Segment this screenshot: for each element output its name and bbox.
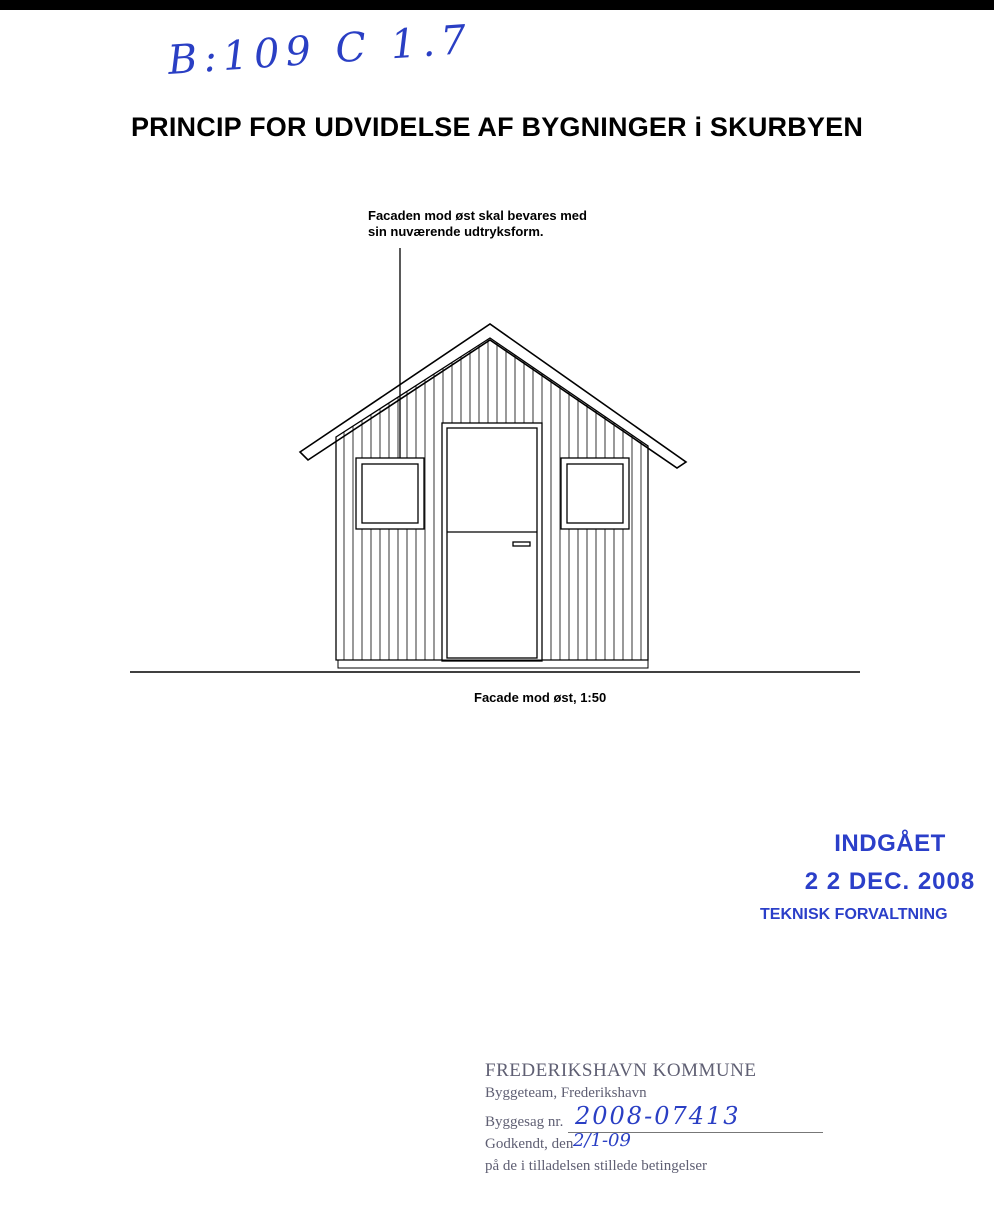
approval-stamp [485, 1060, 865, 1180]
approval-sag-row [485, 1102, 865, 1136]
received-stamp [740, 830, 994, 924]
approval-team: Byggeteam, Frederikshavn [485, 1085, 647, 1101]
stamp-line-3: TEKNISK FORVALTNING [760, 906, 948, 923]
annotation-line-1: Facaden mod øst skal bevares med [368, 208, 587, 223]
approval-sag-label: Byggesag nr. [485, 1114, 564, 1130]
approval-conditions: på de i tilladelsen stillede betingelser [485, 1158, 708, 1174]
left-window-frame [356, 458, 424, 529]
stamp-line-1: INDGÅET [834, 830, 946, 857]
page-title: PRINCIP FOR UDVIDELSE AF BYGNINGER i SKURBYEN [130, 112, 864, 142]
stamp-date: 2 2 DEC. 2008 [804, 868, 976, 895]
approval-date: 2/1-09 [573, 1130, 631, 1151]
annotation-line-2: sin nuværende udtryksform. [368, 224, 544, 239]
approval-date-row [485, 1130, 865, 1158]
approval-date-label: Godkendt, den [485, 1136, 574, 1152]
approval-sag-number: 2008-07413 [575, 1102, 741, 1130]
handwritten-reference: B:109 C 1.7 [166, 16, 474, 84]
drawing-caption: Facade mod øst, 1:50 [474, 690, 607, 705]
right-window-frame [561, 458, 629, 529]
approval-conditions-row [485, 1158, 865, 1180]
approval-kommune: FREDERIKSHAVN KOMMUNE [485, 1060, 757, 1081]
